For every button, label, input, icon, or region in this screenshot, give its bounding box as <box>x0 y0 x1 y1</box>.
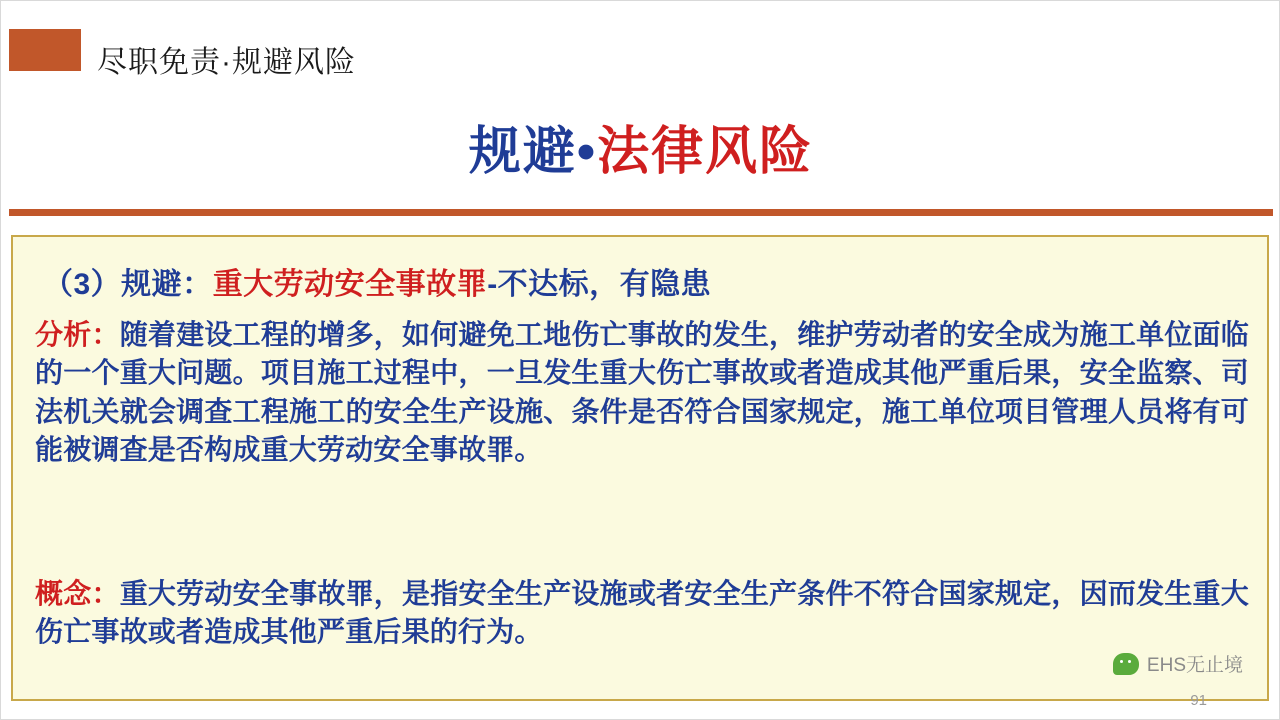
page-title-red: 法律风险 <box>597 123 814 181</box>
analysis-paragraph <box>35 316 1249 469</box>
analysis-label: 分析： <box>35 319 120 350</box>
header-title: 尽职免责·规避风险 <box>97 46 356 79</box>
content-heading-crime: 重大劳动安全事故罪 <box>212 268 488 301</box>
wechat-name: EHS无止境 <box>1146 655 1243 676</box>
page-title <box>1 109 1280 184</box>
wechat-watermark <box>1113 650 1243 677</box>
content-heading <box>43 259 711 303</box>
concept-label: 概念： <box>35 578 120 609</box>
content-heading-prefix: （3）规避： <box>43 268 213 301</box>
analysis-text: 随着建设工程的增多，如何避免工地伤亡事故的发生，维护劳动者的安全成为施工单位面临的一个重大问题。项目施工过程中，一旦发生重大伤亡事故或者造成其他严重后果，安全监察、司法机关就会调查工程施工的安全生产设施、条件是否符合国家规定，施工单位项目管理人员将有可能被调查是否构成重大劳动安全事故罪。 <box>35 319 1249 466</box>
concept-paragraph <box>35 575 1249 652</box>
page-number: 91 <box>1190 692 1207 709</box>
content-heading-suffix: -不达标，有隐患 <box>487 268 712 301</box>
concept-text: 重大劳动安全事故罪，是指安全生产设施或者安全生产条件不符合国家规定，因而发生重大伤亡事故或者造成其他严重后果的行为。 <box>35 578 1249 648</box>
page-title-blue: 规避• <box>468 123 598 181</box>
header-accent-bar <box>9 29 81 71</box>
divider <box>9 209 1273 216</box>
wechat-icon <box>1113 653 1139 675</box>
